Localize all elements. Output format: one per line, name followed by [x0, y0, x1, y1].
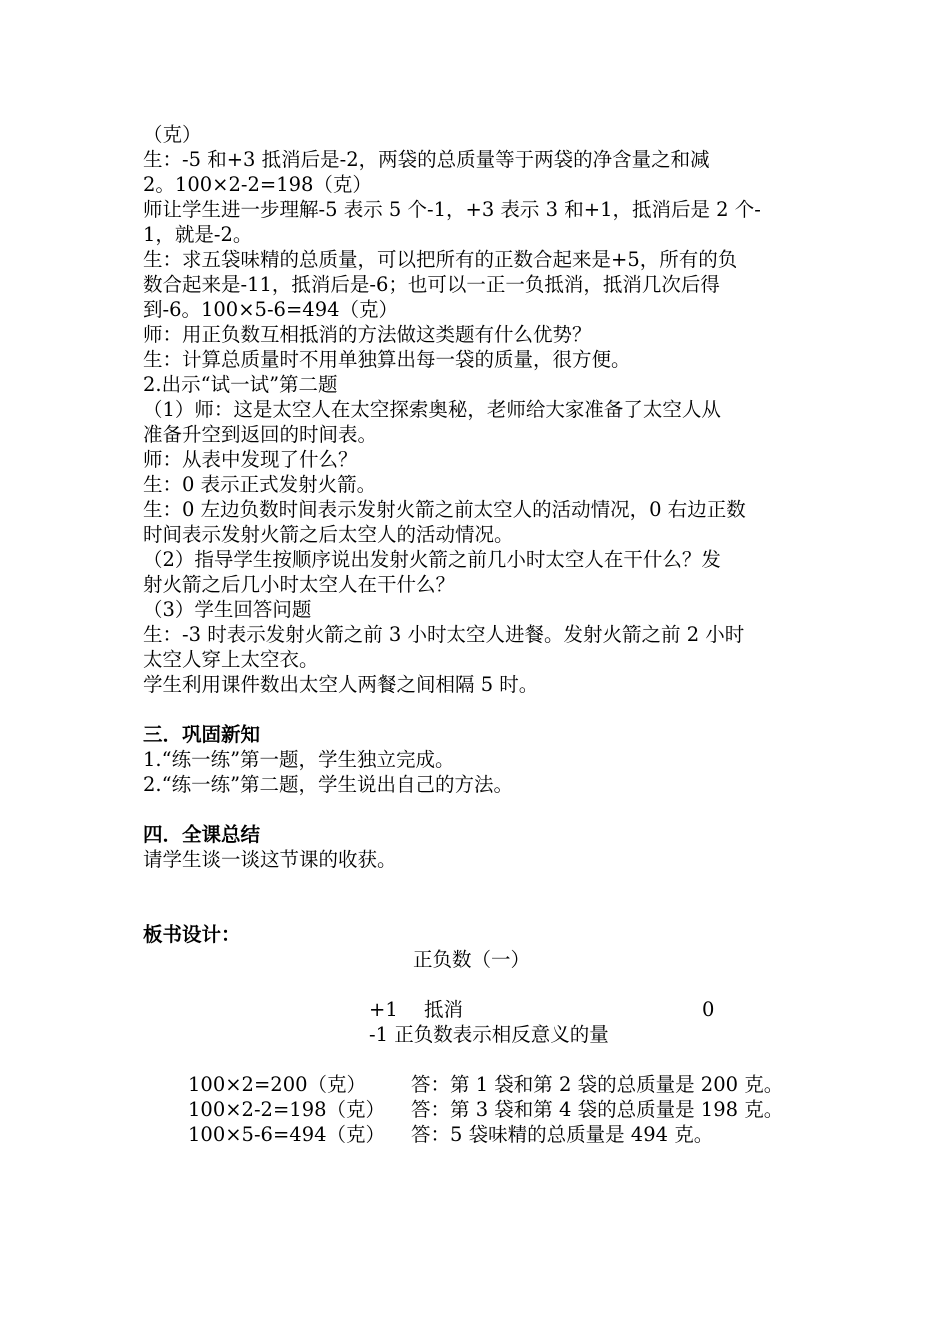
section-item: 2.“练一练”第二题，学生说出自己的方法。 — [143, 773, 514, 796]
text-line: 师：用正负数互相抵消的方法做这类题有什么优势？ — [143, 323, 592, 346]
spacer — [143, 897, 823, 922]
text-line: （克） — [143, 123, 202, 146]
text-line: 生：计算总质量时不用单独算出每一袋的质量，很方便。 — [143, 348, 631, 371]
text-line: 学生利用课件数出太空人两餐之间相隔 5 时。 — [143, 673, 539, 696]
section-consolidate — [143, 722, 823, 797]
section-heading: 三．巩固新知 — [143, 723, 261, 746]
text-line: 师：从表中发现了什么？ — [143, 448, 358, 471]
board-calc-expr: 100×5-6=494（克） — [188, 1123, 386, 1146]
section-summary — [143, 822, 823, 872]
board-title: 正负数（一） — [413, 948, 531, 971]
text-line: 射火箭之后几小时太空人在干什么？ — [143, 573, 456, 596]
text-line: 太空人穿上太空衣。 — [143, 648, 319, 671]
text-line: 1，就是-2。 — [143, 223, 253, 246]
text-line: （1）师：这是太空人在太空探索奥秘，老师给大家准备了太空人从 — [143, 398, 721, 421]
text-line: （3）学生回答问题 — [143, 598, 312, 621]
board-calc-expr: 100×2-2=198（克） — [188, 1098, 386, 1121]
text-line: 生：求五袋味精的总质量，可以把所有的正数合起来是+5，所有的负 — [143, 248, 738, 271]
document-page — [143, 122, 823, 1157]
board-minus-one-row: -1 正负数表示相反意义的量 — [369, 1023, 609, 1046]
section-item: 请学生谈一谈这节课的收获。 — [143, 848, 397, 871]
text-line: 生：0 表示正式发射火箭。 — [143, 473, 377, 496]
text-line: （2）指导学生按顺序说出发射火箭之前几小时太空人在干什么？发 — [143, 548, 721, 571]
board-plus-one: +1 — [369, 998, 398, 1021]
text-line: 师让学生进一步理解-5 表示 5 个-1，+3 表示 3 和+1，抵消后是 2 个- — [143, 198, 761, 221]
spacer — [143, 797, 823, 822]
board-offset: 抵消 — [424, 998, 464, 1021]
spacer — [143, 872, 823, 897]
board-zero: 0 — [702, 998, 715, 1021]
text-line: 到-6。100×5-6=494（克） — [143, 298, 399, 321]
board-calc-answer: 答：5 袋味精的总质量是 494 克。 — [411, 1123, 714, 1146]
section-item: 1.“练一练”第一题，学生独立完成。 — [143, 748, 455, 771]
text-line: 2.出示“试一试”第二题 — [143, 373, 338, 396]
body-text — [143, 122, 823, 697]
board-design — [143, 947, 823, 1157]
text-line: 生：-3 时表示发射火箭之前 3 小时太空人进餐。发射火箭之前 2 小时 — [143, 623, 745, 646]
section-heading: 四．全课总结 — [143, 823, 261, 846]
text-line: 生：-5 和+3 抵消后是-2，两袋的总质量等于两袋的净含量之和减 — [143, 148, 710, 171]
spacer — [143, 697, 823, 722]
text-line: 2。100×2-2=198（克） — [143, 173, 372, 196]
text-line: 生：0 左边负数时间表示发射火箭之前太空人的活动情况，0 右边正数 — [143, 498, 746, 521]
text-line: 时间表示发射火箭之后太空人的活动情况。 — [143, 523, 514, 546]
board-heading: 板书设计： — [143, 923, 241, 946]
board-calc-answer: 答：第 3 袋和第 4 袋的总质量是 198 克。 — [411, 1098, 784, 1121]
board-calc-answer: 答：第 1 袋和第 2 袋的总质量是 200 克。 — [411, 1073, 784, 1096]
text-line: 准备升空到返回的时间表。 — [143, 423, 378, 446]
text-line: 数合起来是-11，抵消后是-6；也可以一正一负抵消，抵消几次后得 — [143, 273, 720, 296]
board-calc-expr: 100×2=200（克） — [188, 1073, 367, 1096]
